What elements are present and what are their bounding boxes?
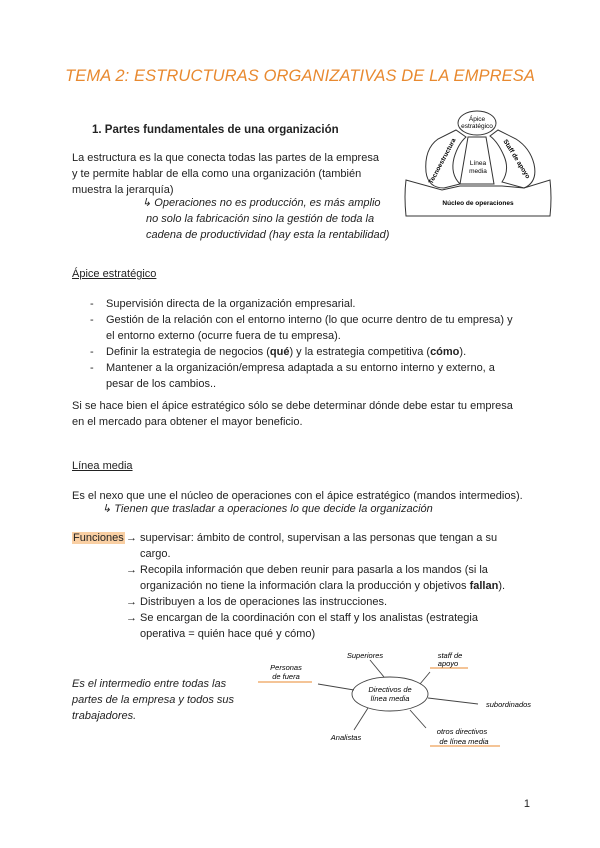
apex-label: estratégico — [461, 123, 493, 130]
linea-heading: Línea media — [72, 460, 133, 472]
funcion-1-cont: cargo. — [140, 548, 171, 560]
funcion-3: → Distribuyen a los de operaciones las instrucciones. — [126, 596, 388, 608]
connector — [318, 684, 354, 690]
section-heading-partes: 1. Partes fundamentales de una organización — [92, 124, 339, 136]
summary-line: partes de la empresa y todos sus — [72, 694, 235, 706]
node-personas: Personas — [270, 663, 302, 672]
note-line: ↳ Operaciones no es producción, es más amplio — [142, 197, 381, 209]
note-line: cadena de productividad (hay esta la rentabilidad) — [146, 229, 390, 241]
apex-label: Ápice — [468, 116, 486, 123]
linea-note: ↳ Tienen que trasladar a operaciones lo que decide la organización — [102, 503, 433, 515]
intro-line: La estructura es la que conecta todas las partes de la empresa — [72, 152, 379, 164]
funcion-4: → Se encargan de la coordinación con el staff y los analistas (estrategia — [126, 612, 478, 624]
staff-label: Staff de apoyo — [501, 138, 532, 181]
intro-paragraph — [72, 150, 402, 198]
list-item: - Gestión de la relación con el entorno interno (lo que ocurre dentro de tu empresa) y el entorno externo (ocurre fuera de tu empresa). — [72, 312, 542, 344]
organization-diagram — [398, 104, 558, 224]
apice-list — [72, 296, 542, 392]
linea-media-mindmap — [250, 648, 550, 758]
node-personas: de fuera — [272, 672, 300, 681]
node-otros: de línea media — [439, 737, 489, 746]
arrow-icon: → — [126, 564, 137, 576]
connector — [428, 698, 478, 704]
arrow-icon: → — [126, 596, 137, 608]
node-center: Directivos de — [368, 685, 412, 694]
intro-line: y te permite hablar de ella como una organización (también — [72, 168, 362, 180]
connector — [354, 708, 368, 730]
linea-label: media — [469, 168, 487, 175]
list-item: - Mantener a la organización/empresa adaptada a su entorno interno y externo, a pesar de los cambios.. — [72, 360, 542, 392]
linea-summary — [72, 676, 252, 724]
list-item: - Definir la estrategia de negocios (qué) y la estrategia competitiva (cómo). — [72, 344, 542, 360]
connector — [410, 710, 426, 728]
nucleo-label: Núcleo de operaciones — [442, 200, 514, 207]
operations-note — [142, 195, 402, 243]
funcion-2: → Recopila información que deben reunir para pasarla a los mandos (si la — [126, 564, 488, 576]
node-staff: staff de — [437, 651, 463, 660]
apice-heading: Ápice estratégico — [72, 268, 157, 280]
node-staff: apoyo — [437, 659, 459, 668]
funcion-4-cont: operativa = quién hace qué y cómo) — [140, 628, 316, 640]
funciones-block — [72, 530, 552, 642]
funciones-label: Funciones — [73, 532, 124, 544]
apice-paragraph — [72, 398, 542, 430]
note-line: no solo la fabricación sino la gestión de toda la — [146, 213, 375, 225]
node-otros: otros directivos — [436, 727, 488, 736]
node-superiores: Superiores — [346, 651, 384, 660]
arrow-icon: → — [126, 612, 137, 624]
linea-label: Línea — [469, 160, 487, 167]
node-analistas: Analistas — [330, 733, 362, 742]
summary-line: trabajadores. — [72, 710, 137, 722]
tecnoestructura-label: Tecnoestructura — [427, 137, 458, 186]
list-item: - Supervisión directa de la organización empresarial. — [72, 296, 542, 312]
summary-line: Es el intermedio entre todas las — [72, 678, 227, 690]
connector — [370, 660, 384, 677]
linea-paragraph: Es el nexo que une el núcleo de operaciones con el ápice estratégico (mandos intermedios). — [72, 490, 523, 502]
funcion-1: supervisar: ámbito de control, supervisan a las personas que tengan a su — [140, 532, 498, 544]
page-title: TEMA 2: ESTRUCTURAS ORGANIZATIVAS DE LA EMPRESA — [65, 67, 535, 85]
node-center: línea media — [370, 694, 410, 703]
connector — [420, 672, 430, 684]
paragraph-line: en el mercado para obtener el mayor beneficio. — [72, 416, 303, 428]
page-number: 1 — [523, 798, 530, 810]
arrow-icon: → — [126, 532, 137, 544]
intro-line: muestra la jerarquía) — [72, 184, 174, 196]
node-subordinados: subordinados — [486, 700, 532, 709]
funcion-2-cont: organización no tiene la información clara la producción y objetivos fallan). — [140, 580, 506, 592]
paragraph-line: Si se hace bien el ápice estratégico sólo se debe determinar dónde debe estar tu empresa — [72, 400, 513, 412]
